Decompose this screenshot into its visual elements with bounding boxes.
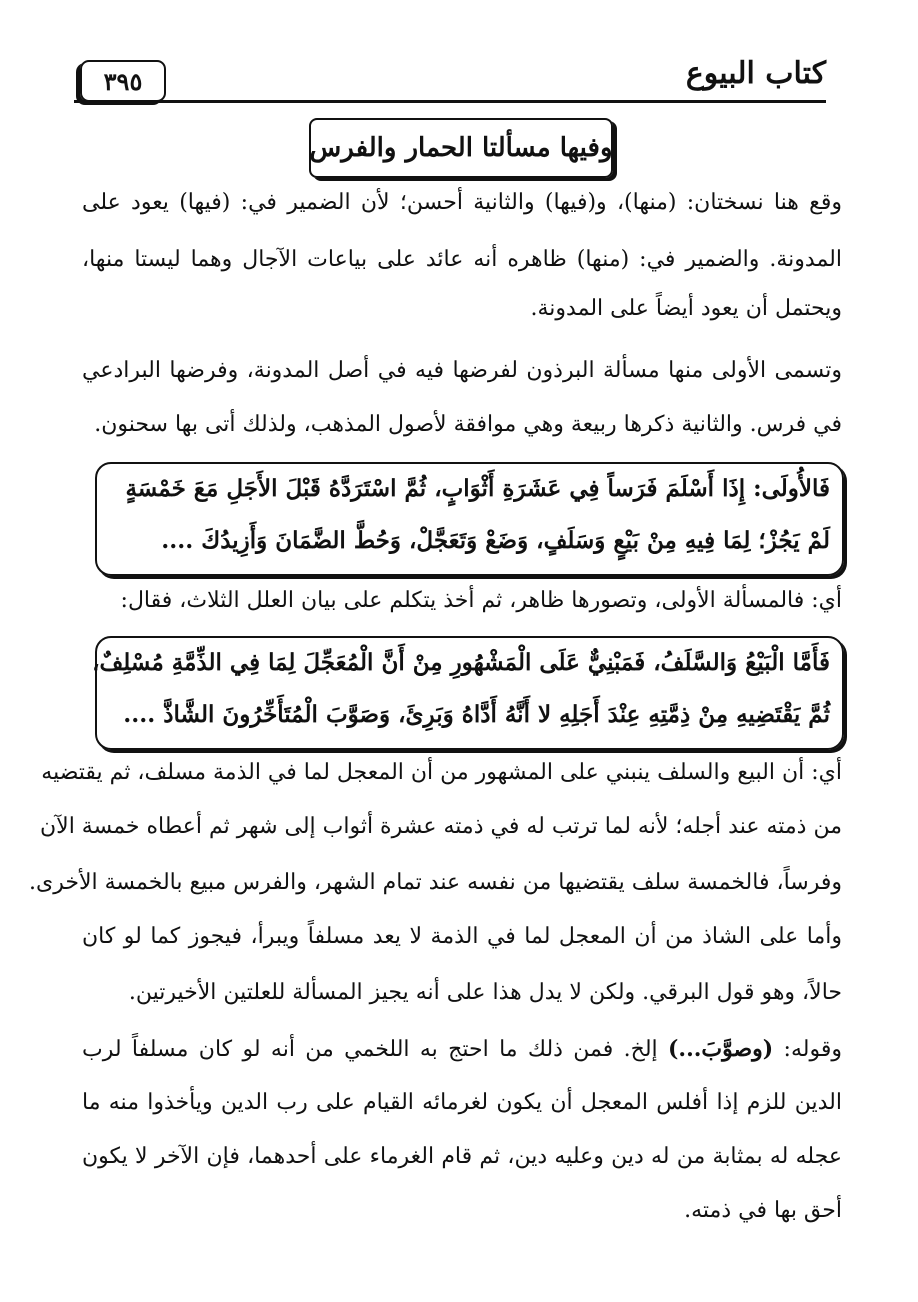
- p6-line-3: عجله له بمثابة من له دين وعليه دين، ثم قام الغرماء على أحدهما، فإن الآخر لا يكون: [82, 1144, 842, 1169]
- p2-line-1: وتسمى الأولى منها مسألة البرذون لفرضها فيه في أصل المدونة، وفرضها البرادعي: [82, 358, 842, 383]
- p4-line-1: أي: أن البيع والسلف ينبني على المشهور من أن المعجل لما في الذمة مسلف، ثم يقتضيه: [41, 760, 842, 785]
- p4-line-3: وفرساً، فالخمسة سلف يقتضيها من نفسه عند تمام الشهر، والفرس مبيع بالخمسة الأخرى.: [29, 870, 842, 895]
- p6-quoted-term: (وصوَّبَ...): [668, 1036, 774, 1062]
- p1-line-2: المدونة. والضمير في: (منها) ظاهره أنه عائد على بياعات الآجال وهما ليستا منها،: [82, 247, 842, 272]
- p1-line-1: وقع هنا نسختان: (منها)، و(فيها) والثانية أحسن؛ لأن الضمير في: (فيها) يعود على: [82, 190, 842, 215]
- p4-line-2: من ذمته عند أجله؛ لأنه لما ترتب له في ذمته عشرة أثواب إلى شهر ثم أعطاه خمسة الآن: [39, 814, 842, 839]
- section-title-box: [309, 118, 613, 178]
- p2-line-2: في فرس. والثانية ذكرها ربيعة وهي موافقة لأصول المذهب، ولذلك أتى بها سحنون.: [94, 412, 842, 437]
- section-title: وفيها مسألتا الحمار والفرس: [309, 133, 613, 163]
- page-number: ٣٩٥: [103, 66, 143, 96]
- p6-line-2: الدين للزم إذا أفلس المعجل أن يكون لغرمائه القيام على رب الدين ويأخذوا منه ما: [82, 1090, 842, 1115]
- p3-line-1: أي: فالمسألة الأولى، وتصورها ظاهر، ثم أخذ يتكلم على بيان العلل الثلاث، فقال:: [120, 588, 842, 613]
- p5-line-1: وأما على الشاذ من أن المعجل لما في الذمة لا يعد مسلفاً ويبرأ، فيجوز كما لو كان: [82, 924, 842, 949]
- p1-line-3: ويحتمل أن يعود أيضاً على المدونة.: [530, 296, 842, 321]
- quote-2-line-2: ثُمَّ يَقْتَضِيهِ مِنْ ذِمَّتِهِ عِنْدَ أَجَلِهِ لا أَنَّهُ أَدَّاهُ وَبَرِئَ، وَصَوَّبَ الْمُتَأَخِّرُونَ الشَّاذَّ ....: [123, 701, 830, 728]
- quote-1-line-2: لَمْ يَجُزْ؛ لِمَا فِيهِ مِنْ بَيْعٍ وَسَلَفٍ، وَضَعْ وَتَعَجَّلْ، وَحُطَّ الضَّمَانَ وَأَزِيدُكَ ....: [161, 527, 830, 554]
- header-rule: [74, 100, 826, 103]
- p6-line-1-rest: إلخ. فمن ذلك ما احتج به اللخمي من أنه لو كان مسلفاً لرب: [82, 1037, 669, 1062]
- p6-line-4: أحق بها في ذمته.: [684, 1198, 842, 1223]
- p6-line-1: [82, 1034, 842, 1065]
- p6-line-1-start: وقوله:: [773, 1037, 842, 1062]
- quote-2-line-1: فَأَمَّا الْبَيْعُ وَالسَّلَفُ، فَمَبْنِيٌّ عَلَى الْمَشْهُورِ مِنْ أَنَّ الْمُعَجِّلَ لِمَا فِي الذِّمَّةِ مُسْلِفٌ،: [92, 649, 830, 676]
- book-title: كتاب البيوع: [685, 56, 826, 91]
- p5-line-2: حالاً، وهو قول البرقي. ولكن لا يدل هذا على أنه يجيز المسألة للعلتين الأخيرتين.: [128, 980, 842, 1005]
- quote-1-line-1: فَالأُولَى: إِذَا أَسْلَمَ فَرَساً فِي عَشَرَةِ أَثْوَابٍ، ثُمَّ اسْتَرَدَّهُ قَبْلَ الأَجَلِ مَعَ خَمْسَةٍ: [125, 475, 830, 502]
- page-number-box: [80, 60, 166, 102]
